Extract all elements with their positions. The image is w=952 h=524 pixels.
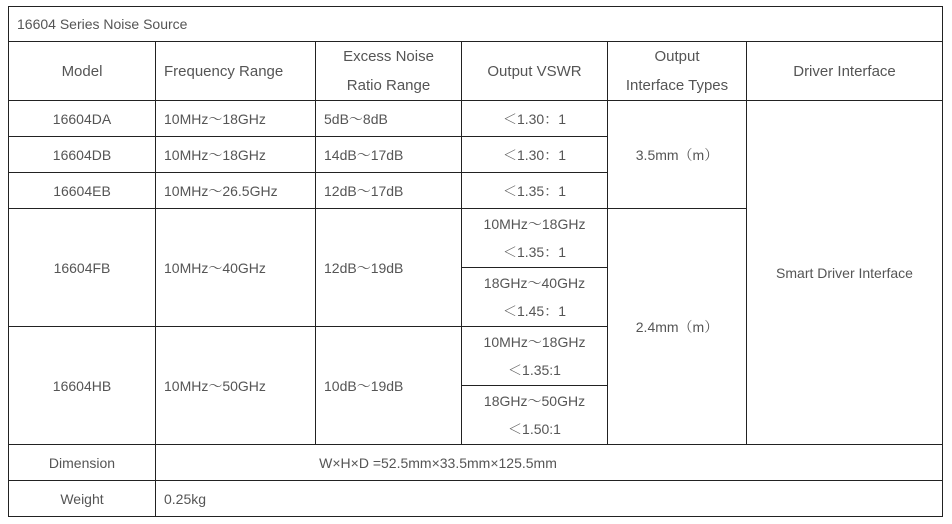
vswr-cell: ＜1.30：1 [462, 137, 608, 173]
header-excess-noise-ratio [316, 42, 462, 101]
model-cell: 16604DA [9, 101, 156, 137]
model-cell: 16604EB [9, 173, 156, 209]
vswr-value: ＜1.50:1 [508, 421, 561, 437]
vswr-cell [462, 209, 608, 268]
weight-row [9, 481, 943, 517]
table-title: 16604 Series Noise Source [9, 7, 943, 42]
vswr-range: 10MHz～18GHz [483, 334, 586, 350]
dimension-value: W×H×D =52.5mm×33.5mm×125.5mm [156, 445, 943, 481]
model-cell: 16604HB [9, 327, 156, 445]
model-cell: 16604DB [9, 137, 156, 173]
header-driver-interface: Driver Interface [747, 42, 943, 101]
dimension-row [9, 445, 943, 481]
enr-cell: 12dB～19dB [316, 209, 462, 327]
table-row [9, 101, 943, 137]
driver-interface-cell: Smart Driver Interface [747, 101, 943, 445]
vswr-range: 18GHz～40GHz [483, 275, 586, 291]
vswr-cell [462, 386, 608, 445]
vswr-cell [462, 268, 608, 327]
frequency-cell: 10MHz～18GHz [156, 101, 316, 137]
vswr-range: 10MHz～18GHz [483, 216, 586, 232]
vswr-cell: ＜1.30：1 [462, 101, 608, 137]
interface-type-cell: 2.4mm（m） [608, 209, 747, 445]
header-model: Model [9, 42, 156, 101]
enr-cell: 5dB～8dB [316, 101, 462, 137]
header-frequency-range: Frequency Range [156, 42, 316, 101]
header-row [9, 42, 943, 101]
vswr-range: 18GHz～50GHz [483, 393, 586, 409]
weight-label: Weight [9, 481, 156, 517]
frequency-cell: 10MHz～50GHz [156, 327, 316, 445]
header-enr-line2: Ratio Range [346, 77, 431, 94]
table-title-row [9, 7, 943, 42]
enr-cell: 12dB～17dB [316, 173, 462, 209]
enr-cell: 14dB～17dB [316, 137, 462, 173]
vswr-cell [462, 327, 608, 386]
header-enr-line1: Excess Noise [343, 48, 434, 65]
frequency-cell: 10MHz～26.5GHz [156, 173, 316, 209]
frequency-cell: 10MHz～40GHz [156, 209, 316, 327]
vswr-cell: ＜1.35：1 [462, 173, 608, 209]
vswr-value: ＜1.35：1 [502, 244, 567, 260]
header-output-interface-types [608, 42, 747, 101]
header-interface-line2: Interface Types [625, 77, 729, 94]
vswr-value: ＜1.35:1 [508, 362, 561, 378]
dimension-label: Dimension [9, 445, 156, 481]
vswr-value: ＜1.45：1 [502, 303, 567, 319]
weight-value: 0.25kg [156, 481, 943, 517]
header-interface-line1: Output [654, 48, 700, 65]
enr-cell: 10dB～19dB [316, 327, 462, 445]
frequency-cell: 10MHz～18GHz [156, 137, 316, 173]
model-cell: 16604FB [9, 209, 156, 327]
header-output-vswr: Output VSWR [462, 42, 608, 101]
noise-source-spec-table [8, 6, 943, 517]
interface-type-cell: 3.5mm（m） [608, 101, 747, 209]
